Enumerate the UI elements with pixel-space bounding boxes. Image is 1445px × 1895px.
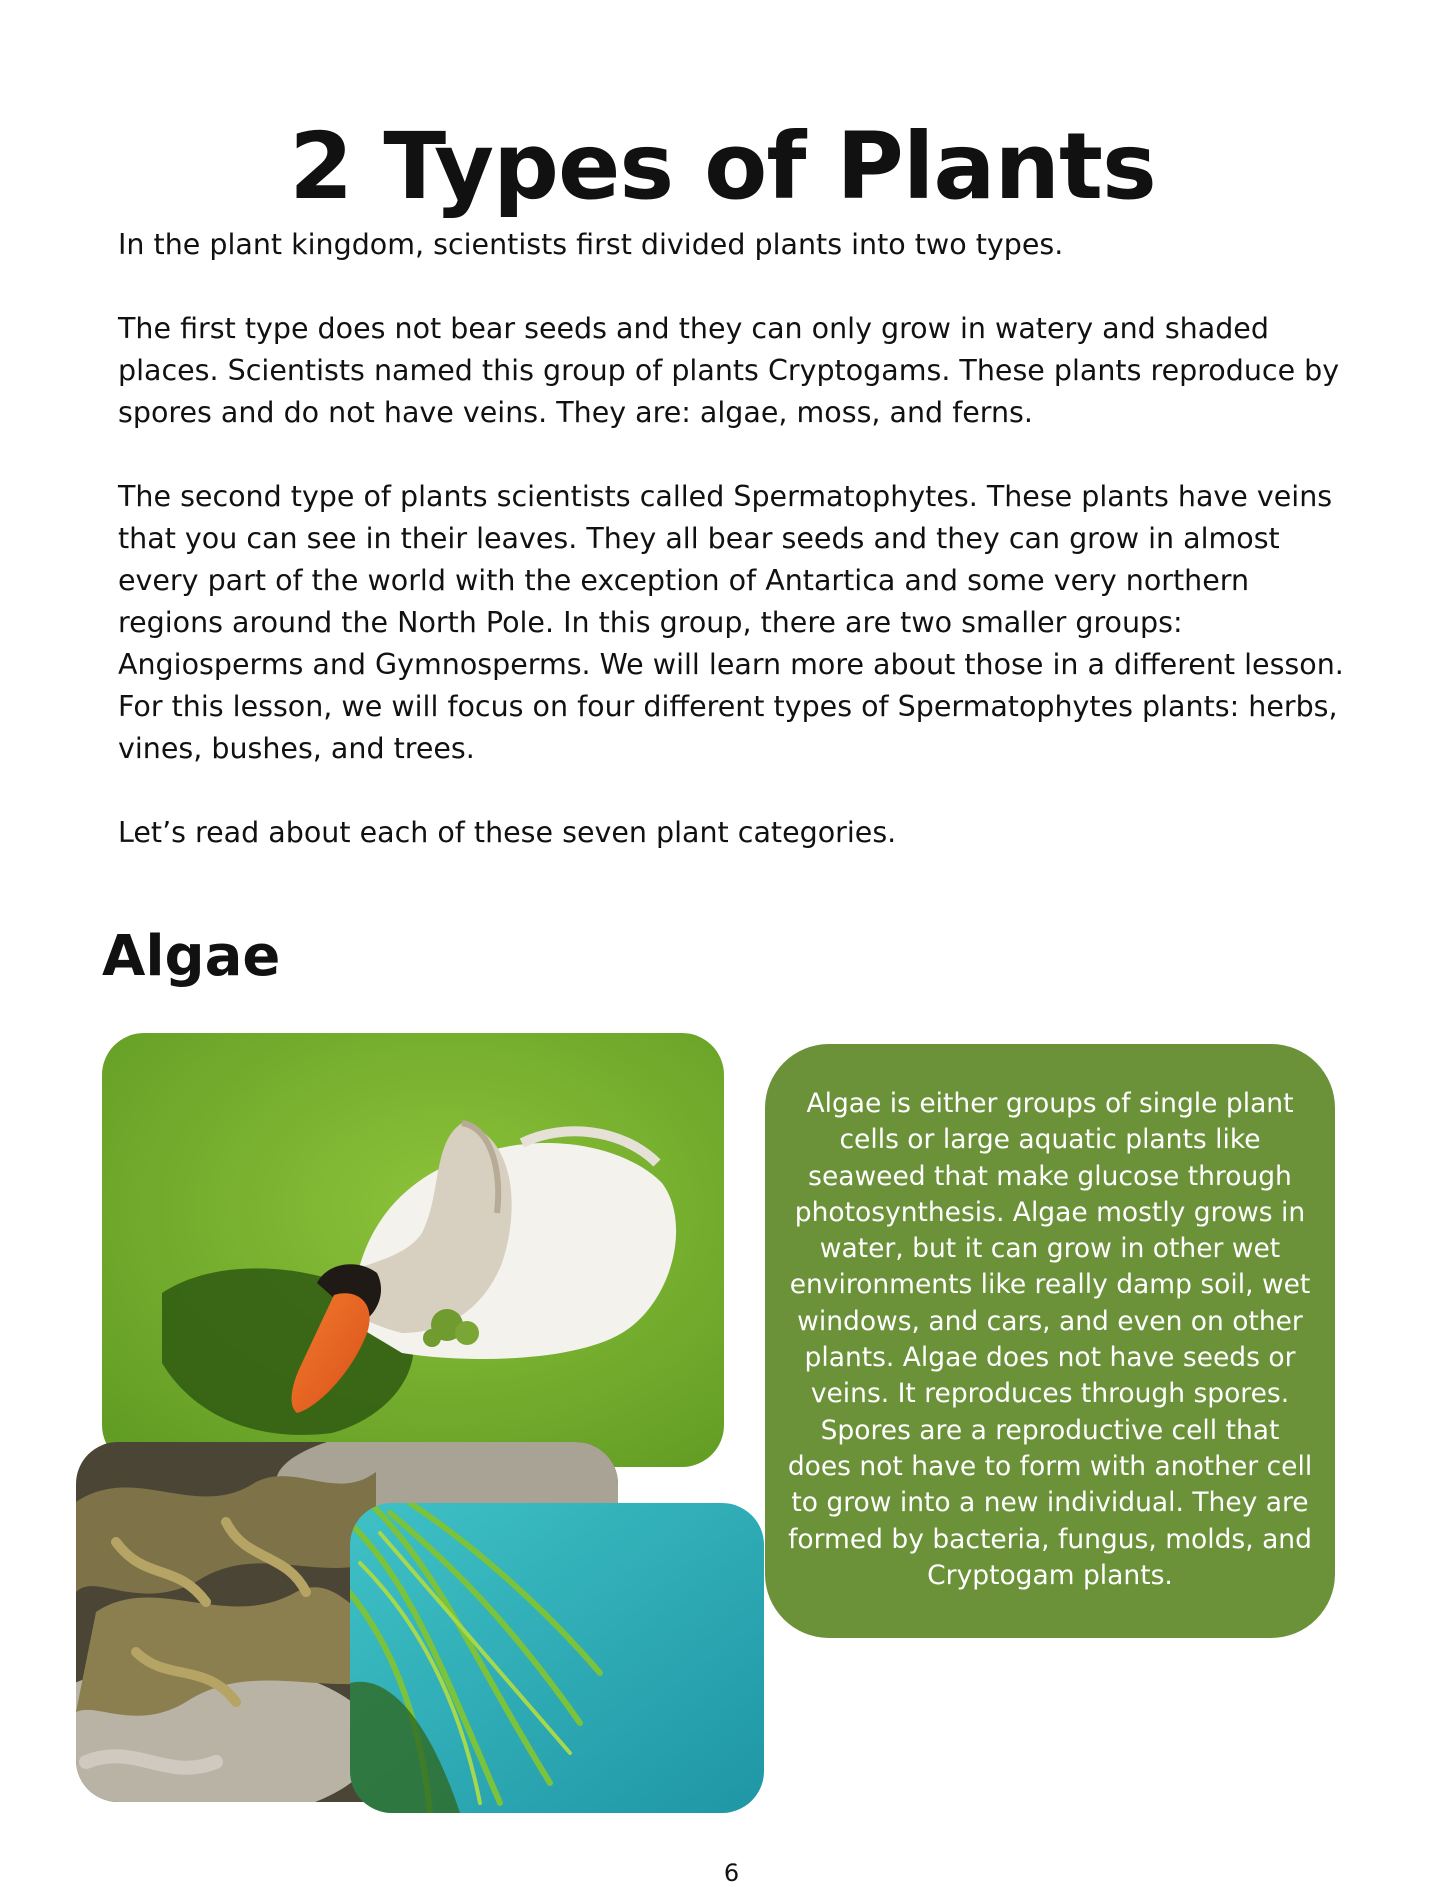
page-title: 2 Types of Plants — [289, 113, 1156, 220]
algae-heading: Algae — [102, 924, 281, 989]
page-number: 6 — [723, 1859, 740, 1887]
swan-on-algae-photo — [102, 1033, 724, 1467]
intro-text — [118, 224, 1358, 896]
intro-paragraph: In the plant kingdom, scientists first divided plants into two types. — [118, 228, 1064, 261]
intro-paragraph: Let’s read about each of these seven plant categories. — [118, 816, 897, 849]
intro-paragraph: The second type of plants scientists called Spermatophytes. These plants have veins that you can see in their leaves. They all bear seeds and they can grow in almost every part of the world with the exception of Antartica and some very northern regions around the North Pole. In this group, there are two smaller groups: Angiosperms and Gymnosperms. We will learn more about those in a different lesson. For this lesson, we will focus on four different types of Spermatophytes plants: herbs, vines, bushes, and trees. — [118, 480, 1344, 765]
algae-description: Algae is either groups of single plant cells or large aquatic plants like seaweed that make glucose through photosynthesis. Algae mostly grows in water, but it can grow in other wet environments like really damp soil, wet windows, and cars, and even on other plants. Algae does not have seeds or veins. It reproduces through spores. Spores are a reproductive cell that does not have to form with another cell to grow into a new individual. They are formed by bacteria, fungus, molds, and Cryptogam plants. — [787, 1088, 1313, 1591]
algae-info-box — [765, 1044, 1335, 1638]
underwater-algae-photo — [350, 1503, 764, 1813]
intro-paragraph: The first type does not bear seeds and they can only grow in watery and shaded places. Scientists named this group of plants Cryptogams. These plants reproduce by spores and do not have veins. They are: algae, moss, and ferns. — [118, 312, 1340, 429]
